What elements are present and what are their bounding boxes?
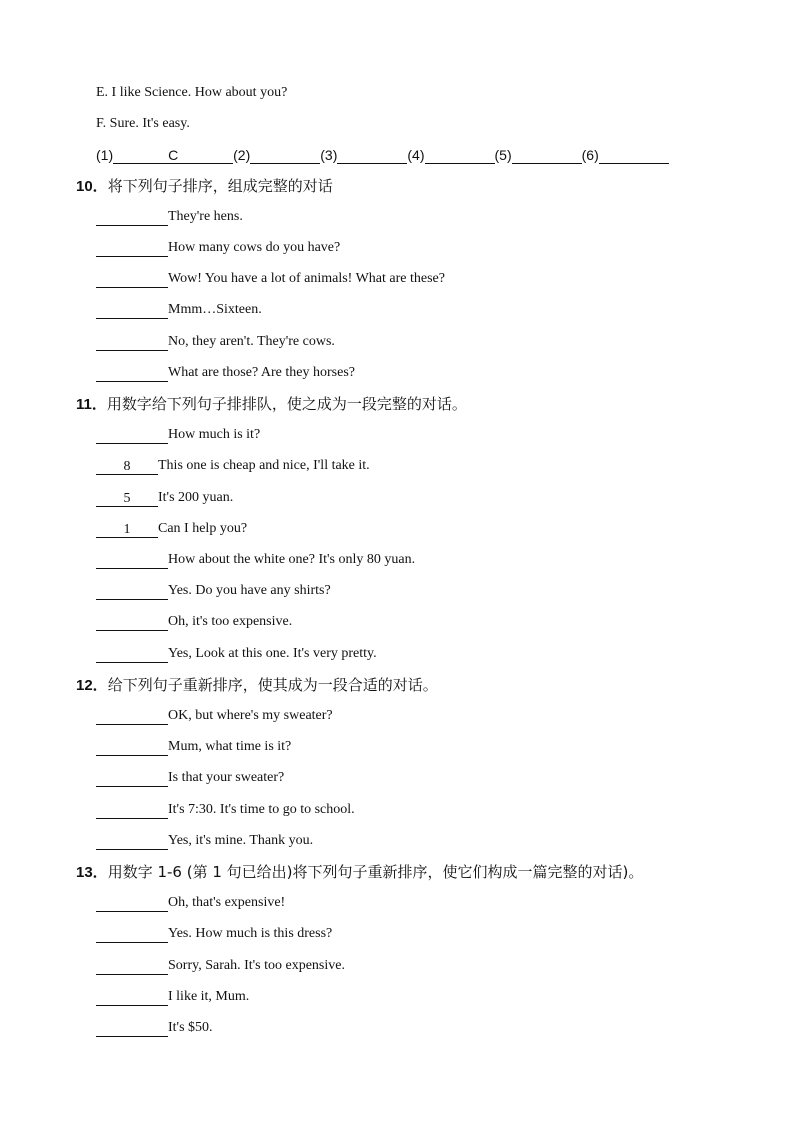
question-number: 10． bbox=[76, 178, 108, 195]
sentence-text: Is that your sweater? bbox=[168, 770, 285, 785]
sentence-text: Yes. Do you have any shirts? bbox=[168, 583, 331, 598]
q11-item bbox=[96, 613, 292, 631]
order-blank[interactable] bbox=[96, 616, 168, 631]
answer-blank[interactable]: C bbox=[113, 148, 233, 164]
answer-blank[interactable] bbox=[337, 148, 407, 164]
question-12-heading bbox=[76, 676, 438, 695]
sentence-text: Oh, it's too expensive. bbox=[168, 614, 293, 629]
q11-item bbox=[96, 457, 370, 475]
sentence-text: Mmm…Sixteen. bbox=[168, 302, 262, 317]
q10-item bbox=[96, 364, 355, 382]
q13-item bbox=[96, 957, 345, 975]
q10-item bbox=[96, 208, 243, 226]
question-title: 将下列句子排序，组成完整的对话 bbox=[107, 177, 333, 195]
order-blank[interactable] bbox=[96, 554, 168, 569]
question-title: 用数字 1-6 (第 1 句已给出)将下列句子重新排序，使它们构成一篇完整的对话)。 bbox=[107, 863, 644, 881]
sentence-text: Yes, it's mine. Thank you. bbox=[168, 833, 314, 848]
order-blank[interactable]: 8 bbox=[96, 460, 158, 475]
q11-item bbox=[96, 489, 233, 507]
sentence-text: Mum, what time is it? bbox=[168, 739, 292, 754]
answer-blank[interactable] bbox=[250, 148, 320, 164]
sentence-text: Yes. How much is this dress? bbox=[168, 926, 333, 941]
order-blank[interactable] bbox=[96, 741, 168, 756]
q12-item bbox=[96, 769, 284, 787]
sentence-text: What are those? Are they horses? bbox=[168, 365, 355, 380]
question-13-heading bbox=[76, 863, 643, 882]
answer-label: (4) bbox=[407, 147, 425, 163]
sentence-text: I like it, Mum. bbox=[168, 989, 250, 1004]
q12-item bbox=[96, 801, 355, 819]
sentence-text: How about the white one? It's only 80 yuan. bbox=[168, 552, 416, 567]
q11-item bbox=[96, 551, 415, 569]
q10-item bbox=[96, 301, 262, 319]
q11-item bbox=[96, 520, 247, 538]
order-blank[interactable] bbox=[96, 336, 168, 351]
answer-label: (1) bbox=[96, 147, 114, 163]
question-10-heading bbox=[76, 177, 333, 196]
q9-option-f: F. Sure. It's easy. bbox=[96, 116, 190, 131]
order-blank[interactable] bbox=[96, 991, 168, 1006]
sentence-text: How much is it? bbox=[168, 427, 261, 442]
sentence-text: This one is cheap and nice, I'll take it. bbox=[158, 458, 370, 473]
sentence-text: Wow! You have a lot of animals! What are these? bbox=[168, 271, 445, 286]
sentence-text: Sorry, Sarah. It's too expensive. bbox=[168, 958, 345, 973]
sentence-text: OK, but where's my sweater? bbox=[168, 708, 333, 723]
sentence-text: No, they aren't. They're cows. bbox=[168, 334, 335, 349]
q11-item bbox=[96, 645, 377, 663]
q13-item bbox=[96, 988, 249, 1006]
order-blank[interactable] bbox=[96, 304, 168, 319]
sentence-text: Yes, Look at this one. It's very pretty. bbox=[168, 646, 377, 661]
question-number: 11． bbox=[76, 396, 107, 413]
q12-item bbox=[96, 738, 291, 756]
q9-option-e: E. I like Science. How about you? bbox=[96, 85, 288, 100]
order-blank[interactable] bbox=[96, 835, 168, 850]
answer-label: (3) bbox=[320, 147, 338, 163]
q13-item bbox=[96, 925, 332, 943]
answer-blank[interactable] bbox=[599, 148, 669, 164]
order-blank[interactable] bbox=[96, 710, 168, 725]
order-blank[interactable] bbox=[96, 242, 168, 257]
order-blank[interactable] bbox=[96, 960, 168, 975]
order-blank[interactable] bbox=[96, 897, 168, 912]
answer-label: (6) bbox=[581, 147, 599, 163]
sentence-text: It's $50. bbox=[168, 1020, 213, 1035]
question-number: 13． bbox=[76, 864, 108, 881]
order-blank[interactable] bbox=[96, 273, 168, 288]
question-number: 12． bbox=[76, 677, 108, 694]
sentence-text: They're hens. bbox=[168, 209, 243, 224]
order-blank[interactable] bbox=[96, 585, 168, 600]
question-title: 用数字给下列句子排排队，使之成为一段完整的对话。 bbox=[106, 395, 467, 413]
sentence-text: Can I help you? bbox=[158, 521, 248, 536]
order-blank[interactable] bbox=[96, 429, 168, 444]
order-blank[interactable] bbox=[96, 367, 168, 382]
sentence-text: Oh, that's expensive! bbox=[168, 895, 286, 910]
order-blank[interactable] bbox=[96, 928, 168, 943]
order-blank[interactable] bbox=[96, 804, 168, 819]
q9-answer-row bbox=[96, 146, 669, 164]
order-blank[interactable] bbox=[96, 1022, 168, 1037]
q11-item bbox=[96, 582, 331, 600]
answer-blank[interactable] bbox=[425, 148, 495, 164]
sentence-text: It's 7:30. It's time to go to school. bbox=[168, 802, 355, 817]
answer-label: (2) bbox=[233, 147, 251, 163]
q10-item bbox=[96, 270, 445, 288]
order-blank[interactable] bbox=[96, 211, 168, 226]
question-11-heading bbox=[76, 395, 467, 414]
sentence-text: It's 200 yuan. bbox=[158, 490, 234, 505]
order-blank[interactable]: 5 bbox=[96, 492, 158, 507]
answer-blank[interactable] bbox=[512, 148, 582, 164]
q11-item bbox=[96, 426, 260, 444]
order-blank[interactable]: 1 bbox=[96, 523, 158, 538]
q12-item bbox=[96, 832, 313, 850]
order-blank[interactable] bbox=[96, 772, 168, 787]
q10-item bbox=[96, 239, 340, 257]
q12-item bbox=[96, 707, 333, 725]
sentence-text: How many cows do you have? bbox=[168, 240, 341, 255]
answer-label: (5) bbox=[494, 147, 512, 163]
q13-item bbox=[96, 894, 285, 912]
order-blank[interactable] bbox=[96, 648, 168, 663]
question-title: 给下列句子重新排序，使其成为一段合适的对话。 bbox=[107, 676, 438, 694]
q10-item bbox=[96, 333, 335, 351]
q13-item bbox=[96, 1019, 213, 1037]
